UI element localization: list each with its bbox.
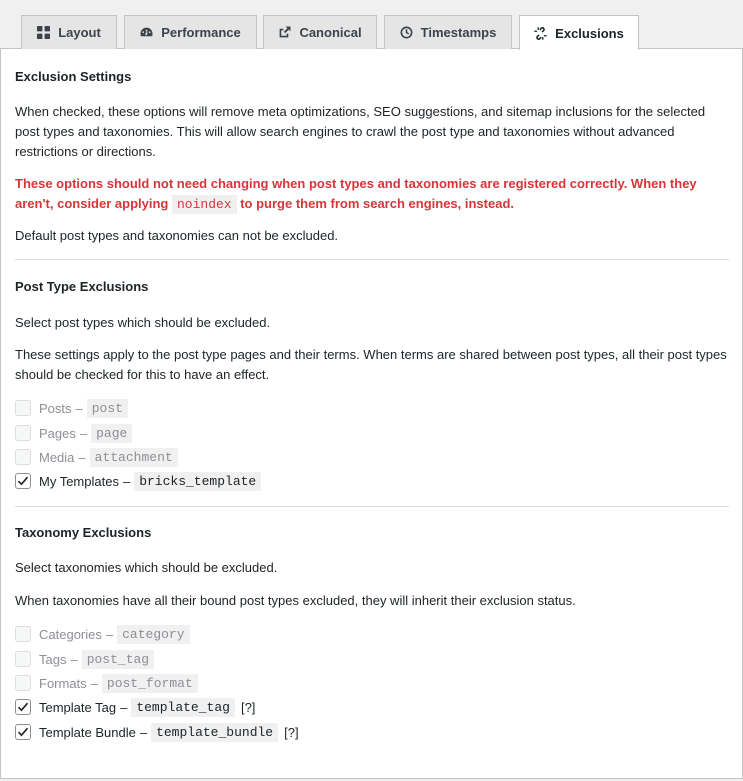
option-slug: post_format [102, 674, 198, 693]
taxonomy-exclusions-heading: Taxonomy Exclusions [15, 525, 152, 540]
external-link-icon [278, 26, 291, 39]
option-label: Posts [39, 400, 72, 416]
post-type-intro: Select post types which should be excluded. [15, 315, 271, 330]
separator: – [90, 675, 98, 691]
checkbox[interactable] [15, 626, 31, 642]
separator: – [70, 651, 78, 667]
option-label: Template Tag [39, 699, 117, 715]
tab-label: Timestamps [420, 25, 497, 40]
settings-tabs [0, 0, 743, 49]
check-icon [17, 726, 29, 738]
option-label: Formats [39, 675, 87, 691]
checkbox-checked[interactable] [15, 473, 31, 489]
broken-link-icon [534, 27, 547, 40]
taxonomy-note: When taxonomies have all their bound post types excluded, they will inherit their exclusion status. [15, 593, 576, 608]
divider [15, 506, 729, 507]
separator: – [139, 724, 148, 740]
checkbox-checked[interactable] [15, 724, 31, 740]
option-slug: page [91, 424, 132, 443]
post-type-option-pages[interactable] [15, 422, 132, 444]
checkbox[interactable] [15, 675, 31, 691]
taxonomy-intro: Select taxonomies which should be excluded. [15, 560, 278, 575]
performance-icon [140, 26, 153, 39]
tab-timestamps[interactable] [384, 15, 512, 49]
warning-text-before: These options should not need changing when post types and taxonomies are registered correctly. When they aren't, consider applying [15, 176, 697, 211]
separator: – [105, 626, 114, 642]
taxonomy-option-tags[interactable] [15, 648, 154, 670]
default-note: Default post types and taxonomies can not be excluded. [15, 228, 339, 243]
post-type-note: These settings apply to the post type pages and their terms. When terms are shared between post types, all their post types should be checked for this to have an effect. [15, 347, 727, 382]
check-icon [17, 701, 29, 713]
post-type-option-media[interactable] [15, 446, 178, 468]
option-slug: attachment [90, 448, 178, 467]
option-slug: template_tag [131, 698, 235, 717]
exclusion-description: When checked, these options will remove meta optimizations, SEO suggestions, and sitemap inclusions for the selected post types and taxonomies. This will allow search engines to crawl the post type and taxonomies without advanced restrictions or directions. [15, 104, 706, 159]
checkbox-checked[interactable] [15, 699, 31, 715]
post-type-option-posts[interactable] [15, 397, 128, 419]
option-label: Pages [39, 425, 76, 441]
option-slug: template_bundle [151, 723, 278, 742]
checkbox[interactable] [15, 425, 31, 441]
post-type-exclusions-heading: Post Type Exclusions [15, 279, 149, 294]
taxonomy-option-categories[interactable] [15, 623, 190, 645]
checkbox[interactable] [15, 400, 31, 416]
taxonomy-option-formats[interactable] [15, 672, 198, 694]
clock-icon [400, 26, 413, 39]
option-label: Template Bundle [39, 724, 136, 740]
exclusion-warning [15, 174, 729, 215]
tab-exclusions[interactable] [519, 15, 639, 50]
tab-performance[interactable] [124, 15, 257, 49]
option-slug: bricks_template [134, 472, 261, 491]
post-type-option-my-templates[interactable] [15, 470, 261, 492]
option-label: Media [39, 449, 75, 465]
tab-label: Layout [58, 25, 101, 40]
check-icon [17, 475, 29, 487]
help-link[interactable]: [?] [240, 699, 256, 715]
separator: – [120, 699, 128, 715]
taxonomy-option-template-tag[interactable] [15, 696, 255, 718]
help-link[interactable]: [?] [284, 724, 299, 740]
noindex-code: noindex [172, 195, 237, 214]
option-label: My Templates [39, 473, 119, 489]
tab-label: Canonical [299, 25, 362, 40]
divider [15, 259, 729, 260]
separator: – [75, 400, 83, 416]
layout-icon [37, 26, 50, 39]
separator: – [78, 449, 86, 465]
option-slug: post [87, 399, 128, 418]
exclusion-settings-heading: Exclusion Settings [15, 69, 132, 84]
option-label: Tags [39, 651, 67, 667]
tab-canonical[interactable] [263, 15, 377, 49]
option-slug: post_tag [82, 650, 154, 669]
separator: – [122, 473, 131, 489]
checkbox[interactable] [15, 651, 31, 667]
tab-label: Performance [161, 25, 241, 40]
option-label: Categories [39, 626, 102, 642]
tab-layout[interactable] [21, 15, 117, 49]
warning-text-after: to purge them from search engines, instead. [240, 196, 514, 211]
taxonomy-option-template-bundle[interactable] [15, 721, 299, 743]
checkbox[interactable] [15, 449, 31, 465]
option-slug: category [117, 625, 189, 644]
tab-label: Exclusions [555, 25, 624, 41]
separator: – [79, 425, 88, 441]
